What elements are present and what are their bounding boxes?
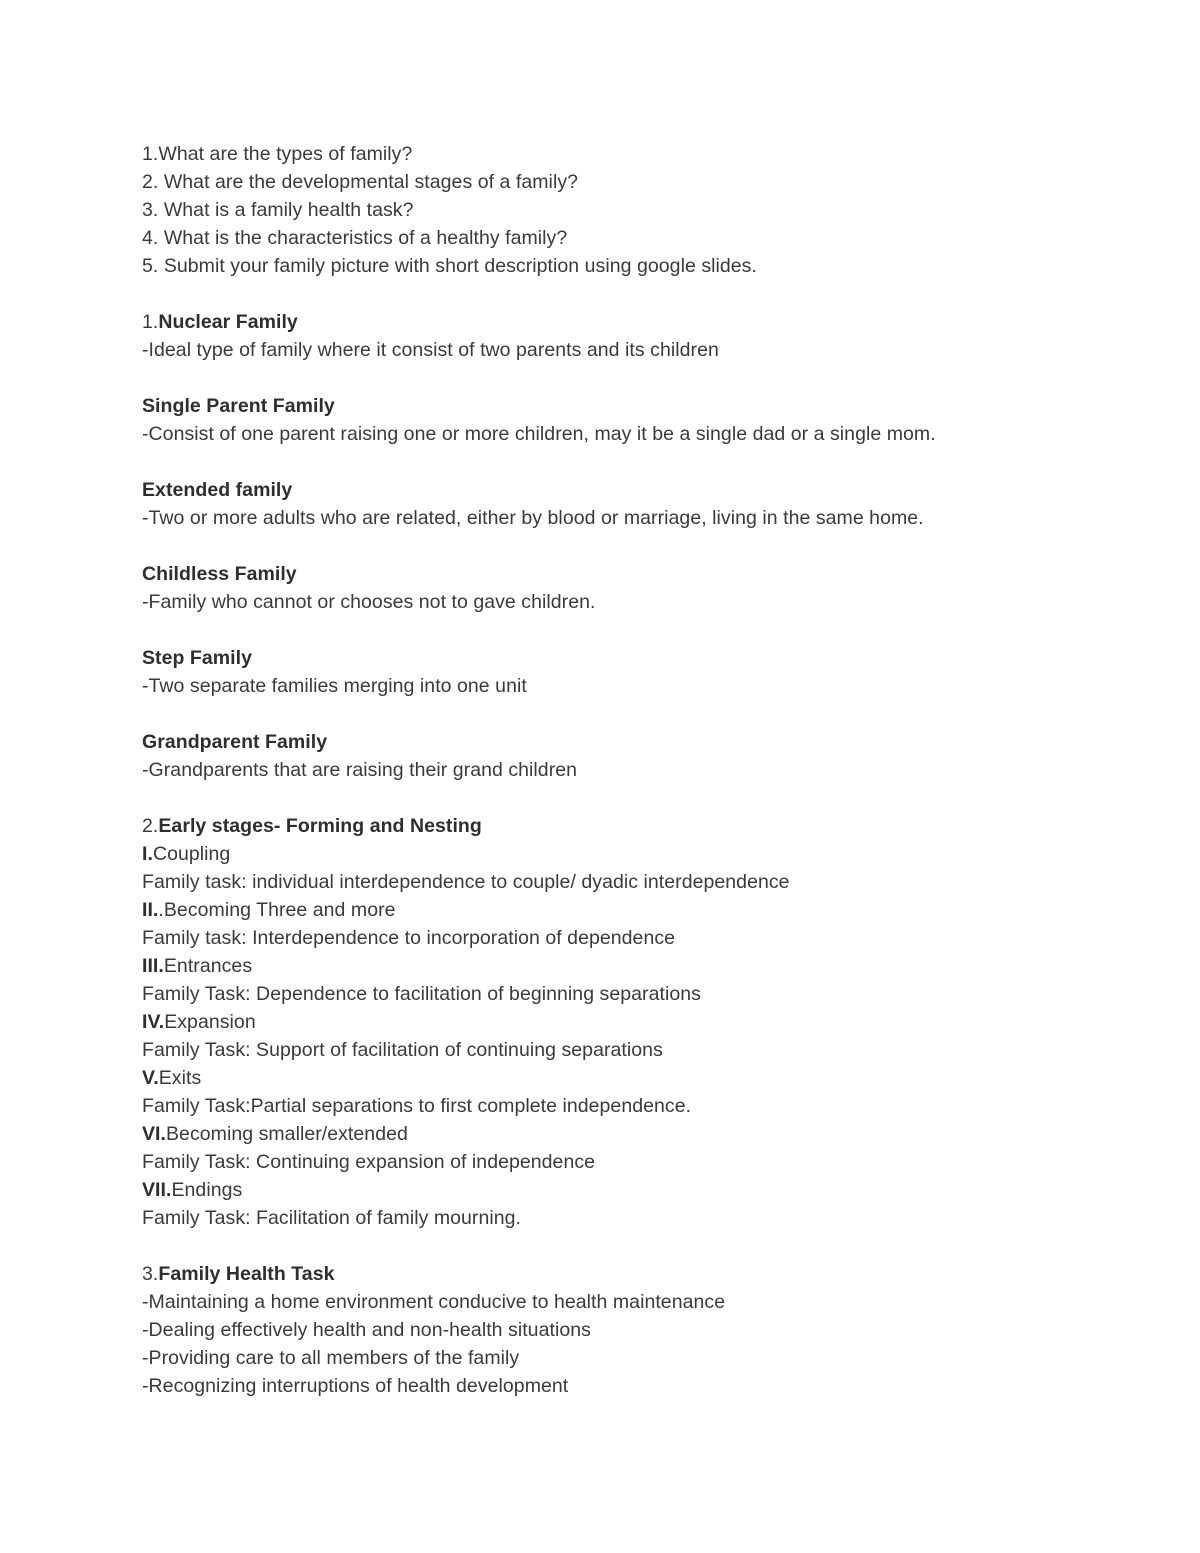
question-item: 2. What are the developmental stages of a family? <box>142 171 579 193</box>
stage-name-text: Becoming smaller/extended <box>166 1123 408 1145</box>
health-task-item: -Maintaining a home environment conducive to health maintenance <box>142 1291 726 1313</box>
family-type-title: Single Parent Family <box>142 395 335 417</box>
stage-numeral: IV. <box>142 1011 165 1033</box>
section-number: 1. <box>142 311 159 333</box>
stage-name <box>142 840 1122 868</box>
stage-task: Family Task:Partial separations to first complete independence. <box>142 1095 692 1117</box>
stage-name-text: Exits <box>158 1067 202 1089</box>
family-type-description: -Family who cannot or chooses not to gave children. <box>142 591 596 613</box>
section-number: 2. <box>142 815 159 837</box>
section-number: 3. <box>142 1263 159 1285</box>
question-item: 5. Submit your family picture with short description using google slides. <box>142 255 757 277</box>
stage-numeral: VI. <box>142 1123 166 1145</box>
stage-name <box>142 1120 1122 1148</box>
family-type-title: Step Family <box>142 647 252 669</box>
spacer <box>142 364 1122 392</box>
stages-heading-text: Early stages- Forming and Nesting <box>158 815 482 837</box>
spacer <box>142 616 1122 644</box>
family-type-title: Extended family <box>142 479 293 501</box>
spacer <box>142 448 1122 476</box>
family-type-description: -Two or more adults who are related, either by blood or marriage, living in the same home. <box>142 507 924 529</box>
health-task-item: -Providing care to all members of the family <box>142 1347 520 1369</box>
family-type-heading <box>142 308 1122 336</box>
stage-numeral: III. <box>142 955 164 977</box>
stage-task: Family Task: Facilitation of family mourning. <box>142 1207 522 1229</box>
family-types-section <box>142 308 1122 784</box>
question-item: 3. What is a family health task? <box>142 199 414 221</box>
stage-name-text: Entrances <box>163 955 253 977</box>
stage-name-text: Endings <box>171 1179 243 1201</box>
spacer <box>142 280 1122 308</box>
stage-numeral: I. <box>142 843 153 865</box>
stage-numeral: V. <box>142 1067 159 1089</box>
family-type-title: Childless Family <box>142 563 297 585</box>
stage-name-text: .Becoming Three and more <box>158 899 396 921</box>
questions-list <box>142 140 1122 280</box>
question-item: 1.What are the types of family? <box>142 143 413 165</box>
spacer <box>142 700 1122 728</box>
stage-name-text: Expansion <box>164 1011 256 1033</box>
stage-task: Family Task: Dependence to facilitation of beginning separations <box>142 983 701 1005</box>
stage-task: Family Task: Continuing expansion of independence <box>142 1151 596 1173</box>
family-type-description: -Two separate families merging into one unit <box>142 675 527 697</box>
stage-numeral: VII. <box>142 1179 172 1201</box>
stage-name <box>142 1176 1122 1204</box>
stages-heading <box>142 812 1122 840</box>
family-type-title: Grandparent Family <box>142 731 328 753</box>
spacer <box>142 784 1122 812</box>
stage-task: Family Task: Support of facilitation of continuing separations <box>142 1039 663 1061</box>
health-task-heading-text: Family Health Task <box>158 1263 335 1285</box>
stage-name <box>142 952 1122 980</box>
health-task-item: -Dealing effectively health and non-health situations <box>142 1319 591 1341</box>
stage-name <box>142 1064 1122 1092</box>
stage-task: Family task: individual interdependence to couple/ dyadic interdependence <box>142 871 790 893</box>
family-type-description: -Consist of one parent raising one or more children, may it be a single dad or a single mom. <box>142 423 936 445</box>
spacer <box>142 1232 1122 1260</box>
stage-name-text: Coupling <box>152 843 231 865</box>
spacer <box>142 532 1122 560</box>
stage-name <box>142 896 1122 924</box>
stage-task: Family task: Interdependence to incorporation of dependence <box>142 927 676 949</box>
family-type-description: -Ideal type of family where it consist of two parents and its children <box>142 339 719 361</box>
health-task-heading <box>142 1260 1122 1288</box>
family-type-description: -Grandparents that are raising their grand children <box>142 759 578 781</box>
stages-section <box>142 812 1122 1232</box>
stage-numeral: II. <box>142 899 159 921</box>
document-body <box>142 140 1122 1400</box>
question-item: 4. What is the characteristics of a healthy family? <box>142 227 568 249</box>
stage-name <box>142 1008 1122 1036</box>
health-task-section <box>142 1260 1122 1400</box>
health-task-item: -Recognizing interruptions of health development <box>142 1375 569 1397</box>
family-type-title: Nuclear Family <box>158 311 298 333</box>
